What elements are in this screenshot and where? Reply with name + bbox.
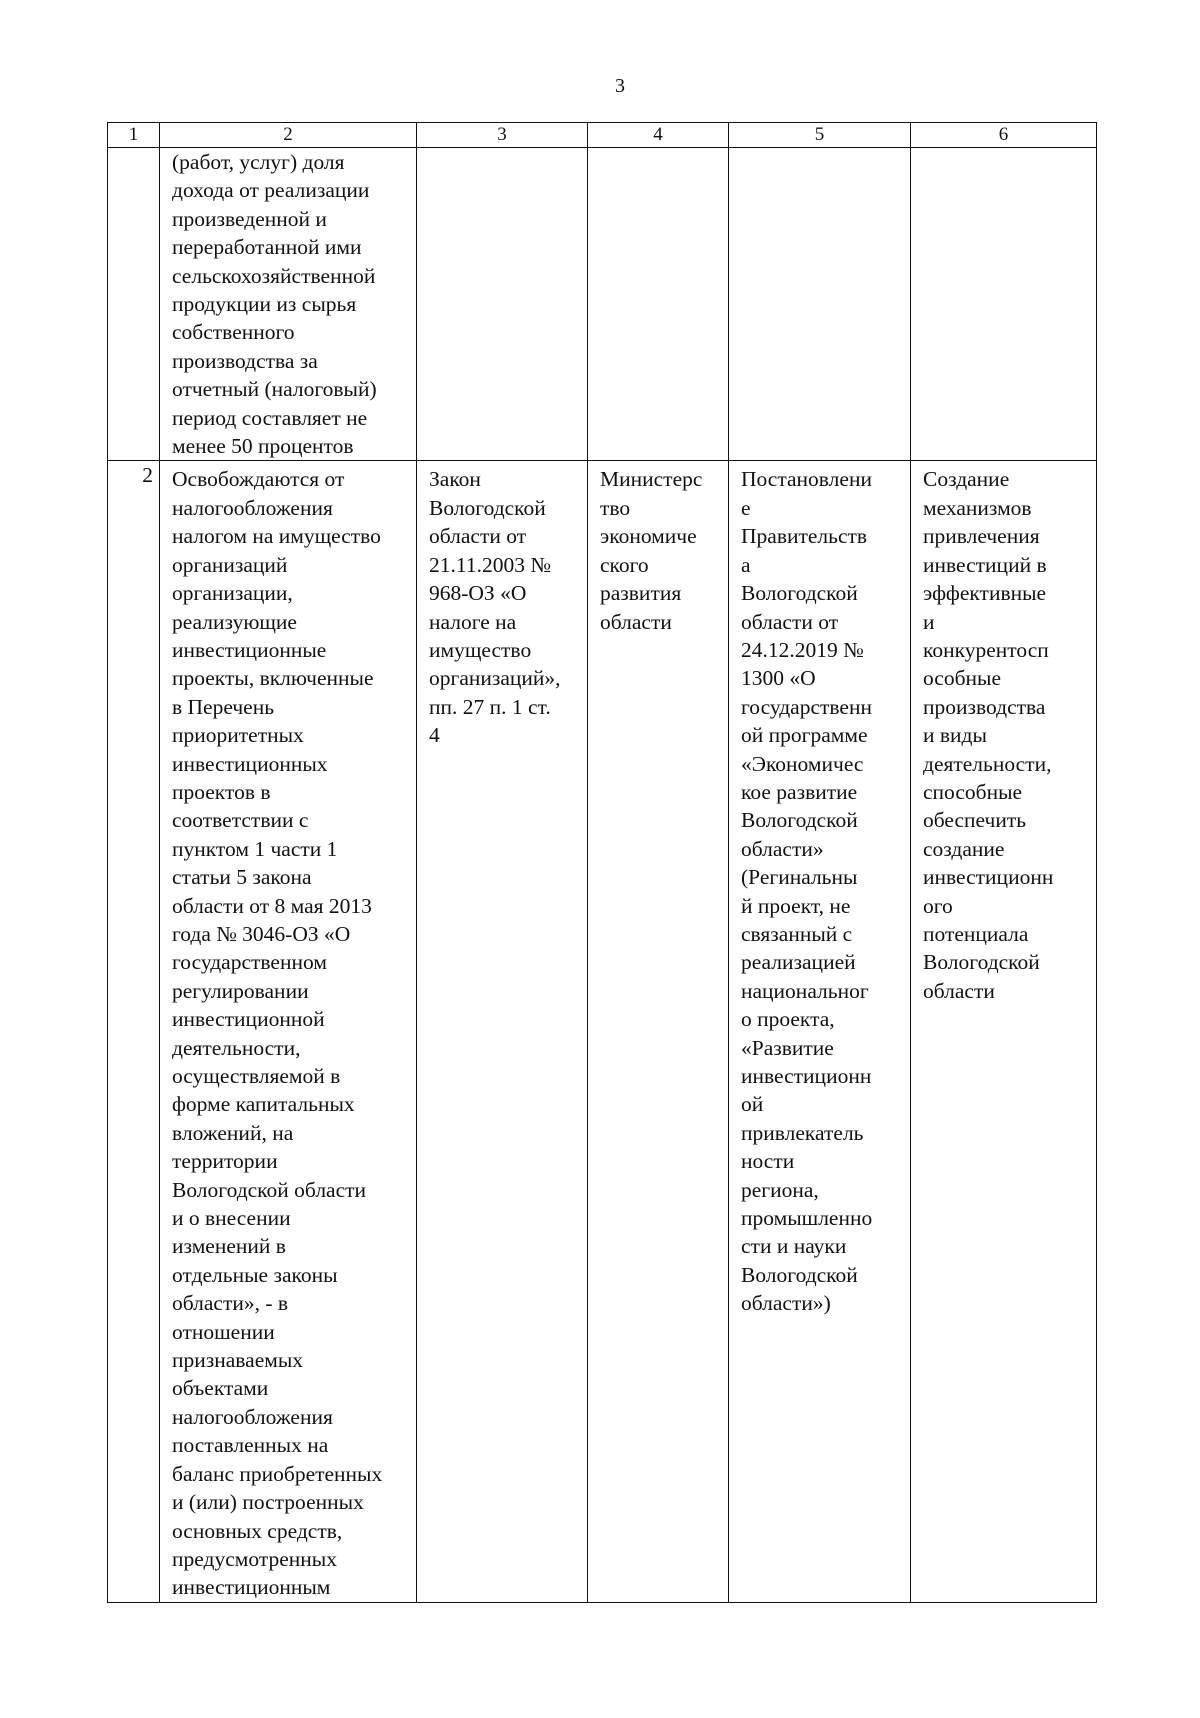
row-number-cell: 2 xyxy=(108,461,160,1602)
legal-basis-text: Закон Вологодской области от 21.11.2003 № 968-ОЗ «О налоге на имущество организаций», пп. 27 п. 1 ст. 4 xyxy=(429,467,561,748)
benefit-description-text: (работ, услуг) доля дохода от реализации произведенной и переработанной ими сельскохозяйственной продукции из сырья собственного производства за отчетный (налоговый) период составляет не менее 50 процентов xyxy=(172,150,377,459)
program-text: Постановлени е Правительств а Вологодской области от 24.12.2019 № 1300 «О государственн ой программе «Экономичес кое развитие Вологодской области» (Регинальны й проект, не связанный с реализацией национальног о проекта, «Развитие инвестиционн ой привлекатель ности региона, промышленно сти и науки Вологодской области») xyxy=(741,467,873,1316)
header-col-2: 2 xyxy=(160,123,417,148)
page-number: 3 xyxy=(615,75,625,97)
legal-basis-cell xyxy=(417,148,588,461)
header-col-3: 3 xyxy=(417,123,588,148)
goal-text: Создание механизмов привлечения инвестиций в эффективные и конкурентосп особные производства и виды деятельности, способные обеспечить создание инвестиционн ого потенциала Вологодской области xyxy=(923,467,1054,1003)
benefit-description-cell xyxy=(160,461,417,1602)
document-table xyxy=(107,122,1097,1603)
goal-cell xyxy=(911,461,1097,1602)
header-col-6: 6 xyxy=(911,123,1097,148)
benefit-description-cell xyxy=(160,148,417,461)
header-col-1: 1 xyxy=(108,123,160,148)
program-cell xyxy=(729,461,911,1602)
table-row xyxy=(108,461,1097,1602)
program-cell xyxy=(729,148,911,461)
table-row xyxy=(108,148,1097,461)
header-col-5: 5 xyxy=(729,123,911,148)
header-col-4: 4 xyxy=(588,123,729,148)
benefit-description-text: Освобождаются от налогообложения налогом на имущество организаций организации, реализующие инвестиционные проекты, включенные в Перечень приоритетных инвестиционных проектов в соответствии с пунктом 1 части 1 статьи 5 закона области от 8 мая 2013 года № 3046-ОЗ «О государственном регулировании инвестиционной деятельности, осуществляемой в форме капитальных вложений, на территории Вологодской области и о внесении изменений в отдельные законы области», - в отношении признаваемых объектами налогообложения поставленных на баланс приобретенных и (или) построенных основных средств, предусмотренных инвестиционным xyxy=(172,467,383,1600)
curator-cell xyxy=(588,148,729,461)
goal-cell xyxy=(911,148,1097,461)
table-header-row xyxy=(108,123,1097,148)
curator-cell xyxy=(588,461,729,1602)
legal-basis-cell xyxy=(417,461,588,1602)
curator-text: Министерс тво экономиче ского развития области xyxy=(600,467,703,634)
row-number-cell xyxy=(108,148,160,461)
